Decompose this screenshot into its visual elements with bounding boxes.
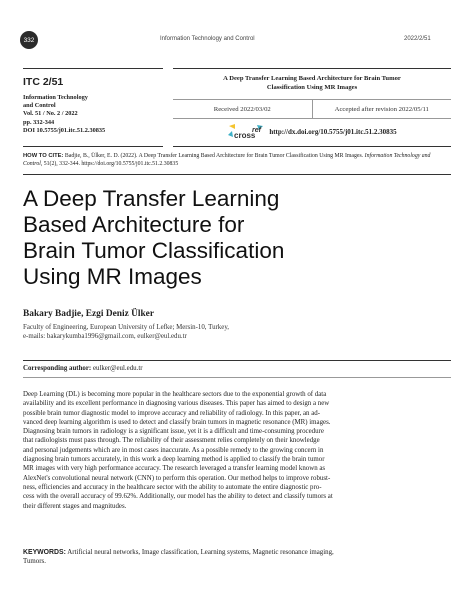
abstract-line: and personal judgements which are in most cases inaccurate. As a possible remedy to the growing concern in: [23, 446, 324, 454]
running-header-title: Information Technology and Control: [160, 36, 255, 42]
citation-text-after: , 51(2), 332-344. https://doi.org/10.5755/j01.itc.51.2.30835: [40, 161, 179, 168]
running-header-date: 2022/2/51: [404, 36, 431, 42]
abstract-line: vanced deep learning algorithm is used to detect and classify brain tumors in magnetic resonance (MR) images.: [23, 418, 331, 426]
corresponding-author-label: Corresponding author:: [23, 365, 92, 372]
how-to-cite-label: HOW TO CITE:: [23, 153, 64, 159]
corresponding-author: [23, 360, 451, 372]
keywords-label: KEYWORDS:: [23, 549, 66, 556]
received-date: Received 2022/03/02: [173, 100, 313, 118]
journal-info-box: [23, 68, 163, 147]
crossref-icon[interactable]: [227, 123, 265, 140]
doi-row: [173, 119, 451, 144]
short-title-line2: Classification Using MR Images: [266, 84, 358, 91]
abstract-line: cess with the overall accuracy of 99.62%. Additionally, our model has the ability to detect and classify tumors at: [23, 493, 333, 501]
abstract-line: their different stages and magnitudes.: [23, 502, 127, 510]
svg-text:cross: cross: [234, 131, 256, 140]
affiliation-line1: Faculty of Engineering, European University of Lefke; Mersin-10, Turkey,: [23, 324, 230, 331]
abstract: [23, 390, 451, 511]
page-number: 332: [23, 36, 35, 44]
short-title: [173, 74, 451, 100]
abstract-line: diagnosing brain tumors accurately, in this work a deep learning method is applied to classify the brain tumor: [23, 456, 325, 464]
pages-info: pp. 332-344: [23, 118, 55, 126]
article-title: [23, 186, 443, 290]
abstract-line: Deep Learning (DL) is becoming more popular in the healthcare sectors due to the exponential growth of data: [23, 391, 327, 398]
abstract-line: ness, efficiencies and accuracy in the healthcare sector with the ability to automate the entire diagnostic pro-: [23, 483, 322, 491]
dates-row: [173, 100, 451, 119]
affiliation-emails: e-mails: bakarykumba1996@gmail.com, eulker@eul.edu.tr: [23, 333, 187, 341]
keywords-text-cont: Tumors.: [23, 558, 46, 566]
abstract-line: Diagnosing brain tumors in radiology is a significant issue, yet it is a difficult and time-consuming procedure: [23, 428, 324, 436]
short-title-line1: A Deep Transfer Learning Based Architecture for Brain Tumor: [223, 75, 401, 82]
citation-journal: Information Technology and Control: [23, 153, 431, 168]
abstract-line: that radiologists must pass through. The reliability of their assessment relies completely on their knowledge: [23, 437, 320, 445]
journal-meta: [23, 94, 163, 135]
journal-name-line2: and Control: [23, 102, 56, 110]
accepted-date: Accepted after revision 2022/05/11: [334, 105, 429, 113]
authors: Bakary Badjie, Ezgi Deniz Ülker: [23, 309, 154, 319]
how-to-cite: [23, 152, 451, 175]
abstract-line: AlexNet's convolutional neural network (CNN) to perform this operation. Our method helps to improve robust-: [23, 474, 331, 482]
journal-name-line1: Information Technology: [23, 94, 88, 101]
abstract-line: MR images with very high performance accuracy. The research leveraged a transfer learning model known as: [23, 465, 326, 473]
title-line2: Based Architecture for: [23, 212, 245, 237]
title-line1: A Deep Transfer Learning: [23, 186, 280, 211]
abstract-line: availability and its excellent performance in diagnosing various diseases. This paper has aimed to design a new: [23, 400, 330, 408]
article-info-box: [173, 68, 451, 147]
doi-link[interactable]: http://dx.doi.org/10.5755/j01.itc.51.2.30835: [269, 127, 397, 136]
abstract-line: possible brain tumor diagnostic model to improve accuracy and reliability of radiology. In this paper, an ad-: [23, 409, 321, 417]
keywords-text: Artificial neural networks, Image classification, Learning systems, Magnetic resonance imaging,: [65, 549, 334, 556]
doi-info: DOI 10.5755/j01.itc.51.2.30835: [23, 126, 106, 134]
svg-text:ref: ref: [252, 127, 262, 134]
volume-info: Vol. 51 / No. 2 / 2022: [23, 110, 78, 118]
affiliation: [23, 323, 229, 342]
divider: [23, 377, 451, 378]
title-line3: Brain Tumor Classification: [23, 238, 285, 263]
title-line4: Using MR Images: [23, 264, 202, 289]
itc-issue: ITC 2/51: [23, 76, 64, 88]
page-number-badge: [20, 31, 38, 49]
keywords: [23, 548, 451, 567]
citation-text-before: Badjie, B., Ülker, E. D. (2022). A Deep Transfer Learning Based Architecture for Brain Tumor Classification Using MR Images.: [63, 153, 365, 159]
corresponding-author-email[interactable]: eulker@eul.edu.tr: [91, 365, 143, 372]
